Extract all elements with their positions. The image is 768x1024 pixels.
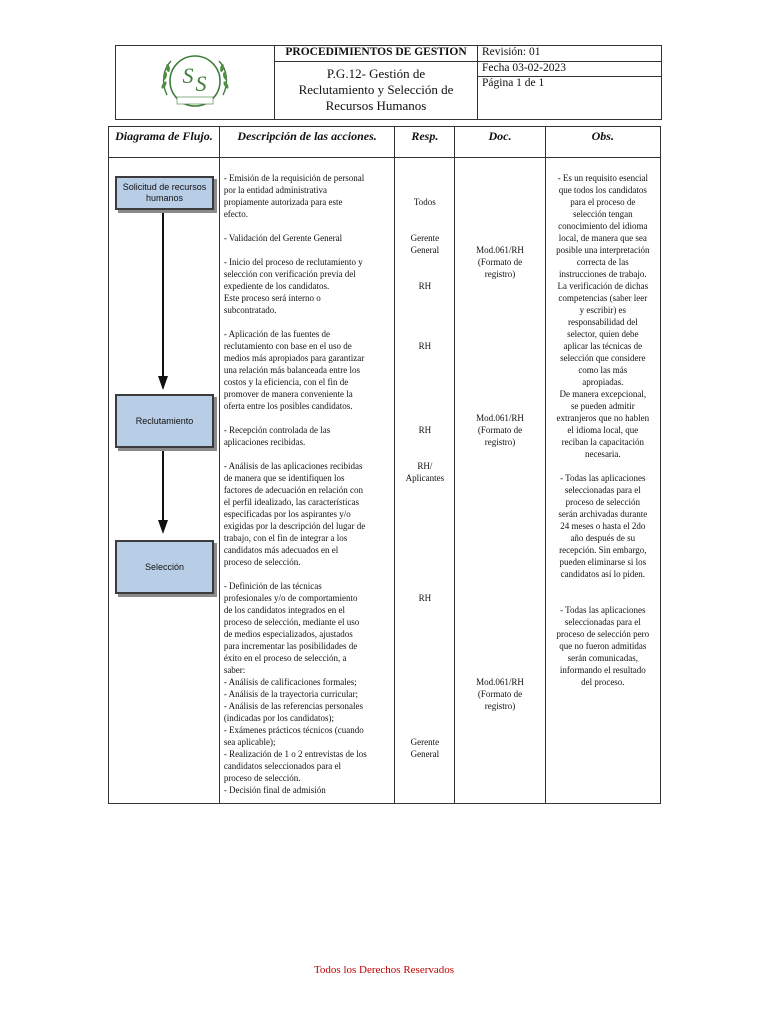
obs-line: conocimiento del idioma: [558, 221, 648, 231]
description-line: profesionales y/o de comportamiento: [223, 593, 358, 603]
flow-arrows: [109, 158, 217, 802]
page-number: Página 1 de 1: [478, 77, 662, 120]
description-line: propiamente autorizada para este: [223, 197, 343, 207]
obs-line: el idioma local, que: [567, 425, 639, 435]
obs-line: proceso de selección pero: [556, 629, 650, 639]
obs-line: competencias (saber leer: [558, 293, 648, 303]
description-line: medios más apropiados para garantizar: [223, 353, 365, 363]
obs-line: selector, quien debe: [567, 329, 639, 339]
description-line: exigidas por la descripción del lugar de: [223, 521, 366, 531]
description-line: sea aplicable);: [223, 737, 276, 747]
doc-line: (Formato de: [477, 689, 523, 699]
obs-line: serán comunicadas,: [567, 653, 639, 663]
procedures-title: PROCEDIMIENTOS DE GESTION: [275, 46, 478, 62]
obs-line: pueden eliminarse si los: [559, 557, 647, 567]
obs-line: extranjeros que no hablen: [556, 413, 650, 423]
resp-line: Gerente: [410, 737, 440, 747]
obs-line: De manera excepcional,: [559, 389, 647, 399]
resp-text: [395, 158, 454, 802]
description-line: - Definición de las técnicas: [223, 581, 322, 591]
obs-line: correcta de las: [576, 257, 629, 267]
flow-diagram: [109, 158, 219, 802]
description-line: éxito en el proceso de selección, a: [223, 653, 347, 663]
resp-line: Aplicantes: [405, 473, 445, 483]
obs-line: seleccionadas para el: [564, 617, 641, 627]
description-cell: [219, 158, 395, 804]
obs-line: como las más: [578, 365, 628, 375]
description-line: de los candidatos integrados en el: [223, 605, 346, 615]
description-line: reclutamiento con base en el uso de: [223, 341, 352, 351]
resp-line: RH: [418, 425, 432, 435]
obs-cell: [545, 158, 660, 804]
obs-line: año después de su: [570, 533, 636, 543]
obs-line: instrucciones de trabajo.: [558, 269, 647, 279]
arrowhead-icon: [158, 376, 168, 390]
description-line: - Emisión de la requisición de personal: [223, 173, 365, 183]
description-line: candidatos más adecuados en el: [223, 545, 339, 555]
description-line: - Validación del Gerente General: [223, 233, 343, 243]
description-line: (indicadas por los candidatos);: [223, 713, 335, 723]
description-line: - Exámenes prácticos técnicos (cuando: [223, 725, 364, 735]
header-flow: Diagrama de Flujo.: [109, 127, 220, 158]
obs-line: candidatos así lo piden.: [560, 569, 646, 579]
obs-line: serán archivadas durante: [558, 509, 648, 519]
description-line: saber:: [223, 665, 246, 675]
resp-line: RH: [418, 281, 432, 291]
obs-line: del proceso.: [581, 677, 625, 687]
resp-line: RH: [418, 593, 432, 603]
description-line: expediente de los candidatos.: [223, 281, 330, 291]
description-line: - Aplicación de las fuentes de: [223, 329, 331, 339]
resp-line: RH: [418, 341, 432, 351]
description-line: efecto.: [223, 209, 249, 219]
obs-line: - Todas las aplicaciones: [560, 473, 646, 483]
obs-line: La verificación de dichas: [557, 281, 649, 291]
description-line: candidatos seleccionados para el: [223, 761, 342, 771]
obs-line: informando el resultado: [559, 665, 646, 675]
document-title-line: Recursos Humanos: [325, 98, 427, 114]
document-title-line: P.G.12- Gestión de: [326, 66, 426, 82]
description-line: factores de adecuación en relación con: [223, 485, 363, 495]
flow-box-label: humanos: [145, 193, 183, 203]
description-line: proceso de selección.: [223, 773, 301, 783]
description-line: el perfil idealizado, las características: [223, 497, 359, 507]
doc-line: Mod.061/RH: [476, 245, 524, 255]
document-title-line: Reclutamiento y Selección de: [298, 82, 454, 98]
flow-diagram-cell: [109, 158, 220, 804]
description-line: de manera que se identifiquen los: [223, 473, 345, 483]
flow-box-solicitud: [115, 176, 214, 210]
obs-line: reciban la capacitación: [561, 437, 645, 447]
obs-line: para el proceso de: [570, 197, 636, 207]
description-line: oferta entre los posibles candidatos.: [223, 401, 353, 411]
revision: Revisión: 01: [478, 46, 662, 62]
document-header: [115, 45, 662, 120]
doc-line: registro): [484, 437, 516, 447]
obs-line: proceso de selección: [565, 497, 641, 507]
description-line: selección con verificación previa del: [223, 269, 356, 279]
description-line: - Análisis de la trayectoria curricular;: [223, 689, 359, 699]
description-line: - Decisión final de admisión: [223, 785, 326, 795]
description-line: por la entidad administrativa: [223, 185, 328, 195]
obs-line: que no fueron admitidas: [559, 641, 647, 651]
description-line: proceso de selección.: [223, 557, 301, 567]
document-title: [275, 61, 478, 119]
resp-line: RH/: [417, 461, 433, 471]
doc-text: [455, 158, 544, 802]
svg-text:S: S: [182, 63, 194, 88]
obs-line: - Todas las aplicaciones: [560, 605, 646, 615]
resp-line: Todos: [413, 197, 436, 207]
header-obs: Obs.: [545, 127, 660, 158]
doc-cell: [455, 158, 545, 804]
document-date: Fecha 03-02-2023: [478, 61, 662, 77]
description-text: [220, 158, 395, 802]
description-line: - Inicio del proceso de reclutamiento y: [223, 257, 363, 267]
doc-line: Mod.061/RH: [476, 677, 524, 687]
description-line: - Análisis de las referencias personales: [223, 701, 364, 711]
header-doc: Doc.: [455, 127, 545, 158]
flow-box-label: Selección: [144, 561, 185, 572]
svg-text:S: S: [195, 71, 207, 96]
description-line: Este proceso será interno o: [223, 293, 321, 303]
description-line: promover de manera conveniente la: [223, 389, 353, 399]
description-line: - Recepción controlada de las: [223, 425, 331, 435]
description-line: aplicaciones recibidas.: [223, 437, 306, 447]
procedure-table: [108, 126, 661, 804]
description-line: subcontratado.: [223, 305, 277, 315]
obs-line: aplicar las técnicas de: [563, 341, 643, 351]
doc-line: Mod.061/RH: [476, 413, 524, 423]
flow-box-label: Reclutamiento: [135, 415, 194, 426]
description-line: - Realización de 1 o 2 entrevistas de los: [223, 749, 367, 759]
doc-line: registro): [484, 701, 516, 711]
obs-line: seleccionadas para el: [564, 485, 641, 495]
obs-line: - Es un requisito esencial: [557, 173, 649, 183]
description-line: trabajo, con el fin de integrar a los: [223, 533, 348, 543]
footer-rights: Todos los Derechos Reservados: [313, 964, 455, 976]
doc-line: (Formato de: [477, 257, 523, 267]
resp-line: Gerente: [410, 233, 440, 243]
description-line: proceso de selección, mediante el uso: [223, 617, 360, 627]
obs-line: apropiadas.: [582, 377, 624, 387]
arrowhead-icon: [158, 520, 168, 534]
description-line: - Análisis de las aplicaciones recibidas: [223, 461, 363, 471]
header-description: Descripción de las acciones.: [219, 127, 395, 158]
obs-line: necesaria.: [584, 449, 621, 459]
resp-line: General: [410, 749, 440, 759]
resp-line: General: [410, 245, 440, 255]
description-line: para incrementar las posibilidades de: [223, 641, 358, 651]
resp-cell: [395, 158, 455, 804]
flow-box-label: Solicitud de recursos: [122, 182, 207, 192]
obs-line: recepción. Sin embargo,: [559, 545, 647, 555]
description-line: especificadas por los aspirantes y/o: [223, 509, 351, 519]
obs-line: y escribir) es: [579, 305, 627, 315]
obs-line: 24 meses o hasta el 2do: [560, 521, 646, 531]
doc-line: (Formato de: [477, 425, 523, 435]
obs-line: se pueden admitir: [570, 401, 635, 411]
obs-line: selección tengan: [572, 209, 633, 219]
header-resp: Resp.: [395, 127, 455, 158]
obs-text: [546, 158, 660, 802]
obs-line: que todos los candidatos: [558, 185, 647, 195]
company-logo: [155, 49, 235, 113]
obs-line: posible una interpretación: [556, 245, 650, 255]
doc-line: registro): [484, 269, 516, 279]
flow-box-reclutamiento: [115, 394, 214, 448]
description-line: de medios especializados, ajustados: [223, 629, 353, 639]
description-line: una relación más balanceada entre los: [223, 365, 360, 375]
logo-cell: [116, 46, 275, 120]
description-line: costos y la eficiencia, con el fin de: [223, 377, 349, 387]
description-line: - Análisis de calificaciones formales;: [223, 677, 357, 687]
flow-box-seleccion: [115, 540, 214, 594]
obs-line: responsabilidad del: [567, 317, 638, 327]
obs-line: local, de manera que sea: [558, 233, 647, 243]
obs-line: selección que considere: [560, 353, 646, 363]
